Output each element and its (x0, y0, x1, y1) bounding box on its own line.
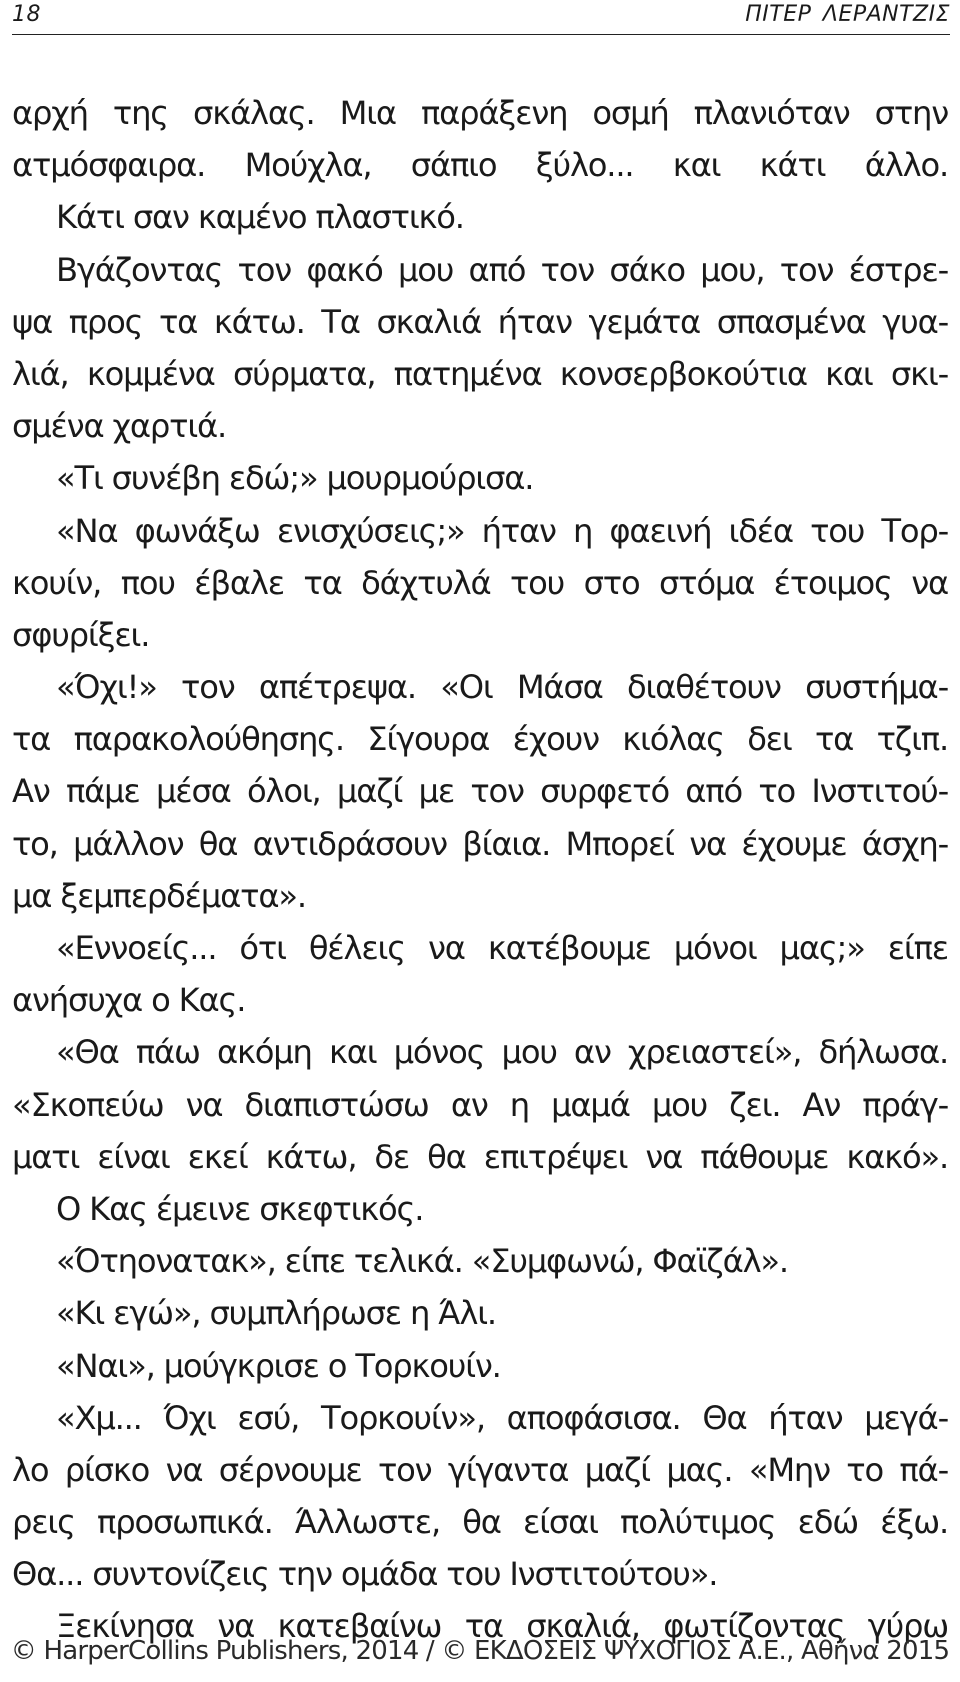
text-line: Ξεκίνησα να κατεβαίνω τα σκαλιά, φωτίζοντας γύρω (56, 1607, 948, 1646)
text-line: ατμόσφαιρα. Μούχλα, σάπιο ξύλο... και κάτι άλλο. (12, 146, 948, 185)
text-line: ρεις προσωπικά. Άλλωστε, θα είσαι πολύτιμος εδώ έξω. (12, 1503, 948, 1542)
text-line: ψα προς τα κάτω. Τα σκαλιά ήταν γεμάτα σπασμένα γυα- (12, 302, 948, 341)
text-line: «Να φωνάξω ενισχύσεις;» ήταν η φαεινή ιδέα του Τορ- (56, 511, 948, 550)
running-header (12, 0, 950, 35)
text-line: αρχή της σκάλας. Μια παράξενη οσμή πλανιόταν στην (12, 94, 948, 132)
text-line: «Εννοείς... ότι θέλεις να κατέβουμε μόνοι μας;» είπε (56, 929, 948, 967)
text-line: «Θα πάω ακόμη και μόνος μου αν χρειαστεί», δήλωσα. (56, 1033, 948, 1072)
copyright-footer: © HarperCollins Publishers, 2014 / © ΕΚΔΟΣΕΙΣ ΨΥΧΟΓΙΟΣ Α.Ε., Αθήνα 2015 (10, 1636, 950, 1666)
text-line: ανήσυχα ο Κας. (12, 981, 246, 1020)
book-author: ΠΙΤΕΡ ΛΕΡΑΝΤΖΙΣ (745, 2, 950, 27)
text-line: «Ναι», μούγκρισε ο Τορκουίν. (56, 1346, 501, 1385)
body-text (12, 87, 948, 1653)
text-line: ματι είναι εκεί κάτω, δε θα επιτρέψει να πάθουμε κακό». (12, 1137, 948, 1176)
text-line: σφυρίξει. (12, 615, 150, 654)
text-line: «Σκοπεύω να διαπιστώσω αν η μαμά μου ζει. Αν πράγ- (12, 1085, 948, 1124)
text-line: Κάτι σαν καμένο πλαστικό. (56, 198, 464, 237)
text-line: «Κι εγώ», συμπλήρωσε η Άλι. (56, 1294, 496, 1333)
text-line: λιά, κομμένα σύρματα, πατημένα κονσερβοκούτια και σκι- (12, 354, 948, 393)
text-line: σμένα χαρτιά. (12, 407, 227, 446)
text-line: «Όχι!» τον απέτρεψα. «Οι Μάσα διαθέτουν συστήμα- (56, 668, 948, 707)
text-line: «Χμ... Όχι εσύ, Τορκουίν», αποφάσισα. Θα ήταν μεγά- (56, 1398, 948, 1437)
text-line: «Ότηονατακ», είπε τελικά. «Συμφωνώ, Φαϊζάλ». (56, 1242, 788, 1281)
text-line: μα ξεμπερδέματα». (12, 876, 306, 915)
page-number: 18 (12, 2, 41, 27)
text-line: τα παρακολούθησης. Σίγουρα έχουν κιόλας δει τα τζιπ. (12, 720, 948, 759)
text-line: Αν πάμε μέσα όλοι, μαζί με τον συρφετό από το Ινστιτού- (12, 772, 948, 811)
text-line: Θα... συντονίζεις την ομάδα του Ινστιτούτου». (12, 1555, 718, 1594)
text-line: το, μάλλον θα αντιδράσουν βίαια. Μπορεί να έχουμε άσχη- (12, 824, 948, 863)
text-line: Ο Κας έμεινε σκεφτικός. (56, 1189, 424, 1228)
text-line: κουίν, που έβαλε τα δάχτυλά του στο στόμα έτοιμος να (12, 563, 948, 602)
text-line: «Τι συνέβη εδώ;» μουρμούρισα. (56, 459, 534, 498)
text-line: Βγάζοντας τον φακό μου από τον σάκο μου, τον έστρε- (56, 250, 948, 289)
text-line: λο ρίσκο να σέρνουμε τον γίγαντα μαζί μας. «Μην το πά- (12, 1450, 948, 1489)
